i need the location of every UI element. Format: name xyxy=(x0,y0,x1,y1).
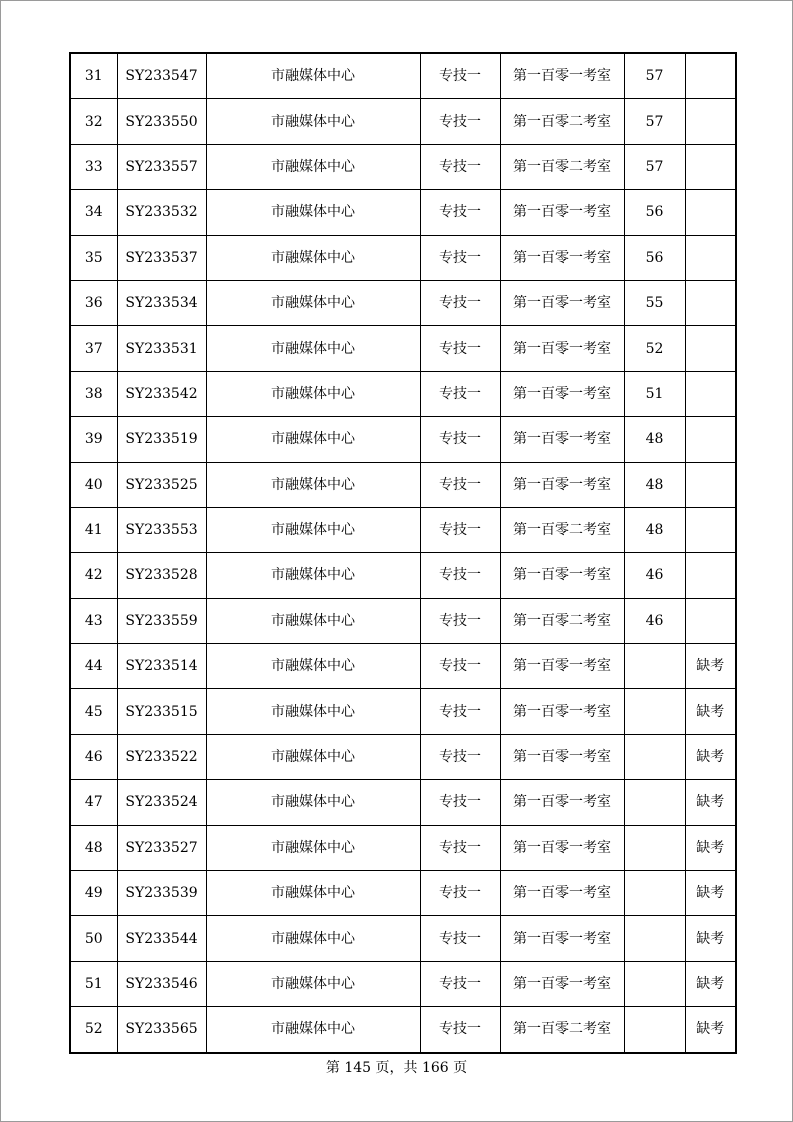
employer-unit-cell: 市融媒体中心 xyxy=(206,916,420,961)
score-cell: 46 xyxy=(624,553,685,598)
remark-cell xyxy=(685,553,736,598)
remark-cell xyxy=(685,144,736,189)
table-row xyxy=(70,553,736,598)
exam-room-cell: 第一百零一考室 xyxy=(500,780,624,825)
employer-unit-cell: 市融媒体中心 xyxy=(206,371,420,416)
candidate-id-cell: SY233542 xyxy=(117,371,206,416)
table-row xyxy=(70,825,736,870)
table-body xyxy=(70,53,736,1053)
remark-cell xyxy=(685,53,736,99)
position-code-cell: 专技一 xyxy=(420,961,500,1006)
row-number-cell: 36 xyxy=(70,280,117,325)
row-number-cell: 35 xyxy=(70,235,117,280)
employer-unit-cell: 市融媒体中心 xyxy=(206,53,420,99)
table-row xyxy=(70,53,736,99)
remark-cell xyxy=(685,99,736,144)
employer-unit-cell: 市融媒体中心 xyxy=(206,507,420,552)
employer-unit-cell: 市融媒体中心 xyxy=(206,871,420,916)
position-code-cell: 专技一 xyxy=(420,99,500,144)
score-cell xyxy=(624,916,685,961)
table-row xyxy=(70,144,736,189)
exam-room-cell: 第一百零一考室 xyxy=(500,462,624,507)
candidate-id-cell: SY233537 xyxy=(117,235,206,280)
position-code-cell: 专技一 xyxy=(420,1007,500,1053)
position-code-cell: 专技一 xyxy=(420,780,500,825)
exam-room-cell: 第一百零一考室 xyxy=(500,961,624,1006)
exam-room-cell: 第一百零二考室 xyxy=(500,1007,624,1053)
score-cell xyxy=(624,961,685,1006)
position-code-cell: 专技一 xyxy=(420,235,500,280)
position-code-cell: 专技一 xyxy=(420,326,500,371)
position-code-cell: 专技一 xyxy=(420,689,500,734)
candidate-id-cell: SY233544 xyxy=(117,916,206,961)
remark-cell: 缺考 xyxy=(685,644,736,689)
row-number-cell: 41 xyxy=(70,507,117,552)
candidate-id-cell: SY233522 xyxy=(117,734,206,779)
exam-room-cell: 第一百零二考室 xyxy=(500,598,624,643)
score-cell: 57 xyxy=(624,53,685,99)
score-cell xyxy=(624,1007,685,1053)
remark-cell: 缺考 xyxy=(685,689,736,734)
employer-unit-cell: 市融媒体中心 xyxy=(206,144,420,189)
employer-unit-cell: 市融媒体中心 xyxy=(206,961,420,1006)
candidate-id-cell: SY233532 xyxy=(117,190,206,235)
score-cell xyxy=(624,734,685,779)
candidate-id-cell: SY233531 xyxy=(117,326,206,371)
row-number-cell: 31 xyxy=(70,53,117,99)
table-row xyxy=(70,871,736,916)
row-number-cell: 32 xyxy=(70,99,117,144)
employer-unit-cell: 市融媒体中心 xyxy=(206,99,420,144)
remark-cell: 缺考 xyxy=(685,1007,736,1053)
position-code-cell: 专技一 xyxy=(420,280,500,325)
table-row xyxy=(70,507,736,552)
score-cell: 48 xyxy=(624,462,685,507)
employer-unit-cell: 市融媒体中心 xyxy=(206,689,420,734)
score-cell: 57 xyxy=(624,99,685,144)
candidate-id-cell: SY233546 xyxy=(117,961,206,1006)
row-number-cell: 46 xyxy=(70,734,117,779)
table-row xyxy=(70,99,736,144)
employer-unit-cell: 市融媒体中心 xyxy=(206,417,420,462)
exam-room-cell: 第一百零一考室 xyxy=(500,417,624,462)
candidate-id-cell: SY233515 xyxy=(117,689,206,734)
employer-unit-cell: 市融媒体中心 xyxy=(206,190,420,235)
candidate-id-cell: SY233524 xyxy=(117,780,206,825)
row-number-cell: 39 xyxy=(70,417,117,462)
exam-room-cell: 第一百零一考室 xyxy=(500,644,624,689)
exam-room-cell: 第一百零二考室 xyxy=(500,144,624,189)
position-code-cell: 专技一 xyxy=(420,417,500,462)
employer-unit-cell: 市融媒体中心 xyxy=(206,326,420,371)
exam-room-cell: 第一百零一考室 xyxy=(500,553,624,598)
row-number-cell: 40 xyxy=(70,462,117,507)
position-code-cell: 专技一 xyxy=(420,598,500,643)
exam-room-cell: 第一百零一考室 xyxy=(500,371,624,416)
candidate-id-cell: SY233547 xyxy=(117,53,206,99)
remark-cell xyxy=(685,326,736,371)
exam-room-cell: 第一百零一考室 xyxy=(500,326,624,371)
position-code-cell: 专技一 xyxy=(420,371,500,416)
row-number-cell: 49 xyxy=(70,871,117,916)
candidate-id-cell: SY233525 xyxy=(117,462,206,507)
position-code-cell: 专技一 xyxy=(420,871,500,916)
score-cell: 48 xyxy=(624,507,685,552)
table-row xyxy=(70,190,736,235)
remark-cell xyxy=(685,280,736,325)
employer-unit-cell: 市融媒体中心 xyxy=(206,734,420,779)
score-cell: 55 xyxy=(624,280,685,325)
exam-room-cell: 第一百零二考室 xyxy=(500,507,624,552)
employer-unit-cell: 市融媒体中心 xyxy=(206,235,420,280)
position-code-cell: 专技一 xyxy=(420,462,500,507)
candidate-id-cell: SY233550 xyxy=(117,99,206,144)
table-row xyxy=(70,371,736,416)
exam-room-cell: 第一百零一考室 xyxy=(500,734,624,779)
candidate-id-cell: SY233557 xyxy=(117,144,206,189)
position-code-cell: 专技一 xyxy=(420,144,500,189)
candidate-id-cell: SY233519 xyxy=(117,417,206,462)
candidate-id-cell: SY233539 xyxy=(117,871,206,916)
remark-cell xyxy=(685,598,736,643)
score-cell: 56 xyxy=(624,190,685,235)
candidate-id-cell: SY233565 xyxy=(117,1007,206,1053)
score-cell: 57 xyxy=(624,144,685,189)
remark-cell: 缺考 xyxy=(685,780,736,825)
remark-cell xyxy=(685,507,736,552)
row-number-cell: 52 xyxy=(70,1007,117,1053)
table-row xyxy=(70,417,736,462)
candidate-id-cell: SY233527 xyxy=(117,825,206,870)
remark-cell xyxy=(685,235,736,280)
remark-cell: 缺考 xyxy=(685,916,736,961)
table-row xyxy=(70,235,736,280)
position-code-cell: 专技一 xyxy=(420,507,500,552)
table-row xyxy=(70,916,736,961)
employer-unit-cell: 市融媒体中心 xyxy=(206,280,420,325)
row-number-cell: 50 xyxy=(70,916,117,961)
exam-room-cell: 第一百零一考室 xyxy=(500,689,624,734)
position-code-cell: 专技一 xyxy=(420,825,500,870)
candidate-id-cell: SY233553 xyxy=(117,507,206,552)
table-row xyxy=(70,780,736,825)
row-number-cell: 48 xyxy=(70,825,117,870)
employer-unit-cell: 市融媒体中心 xyxy=(206,825,420,870)
remark-cell: 缺考 xyxy=(685,734,736,779)
table-row xyxy=(70,644,736,689)
remark-cell xyxy=(685,371,736,416)
table-row xyxy=(70,1007,736,1053)
position-code-cell: 专技一 xyxy=(420,916,500,961)
remark-cell: 缺考 xyxy=(685,871,736,916)
score-cell xyxy=(624,644,685,689)
exam-room-cell: 第一百零一考室 xyxy=(500,53,624,99)
remark-cell: 缺考 xyxy=(685,825,736,870)
row-number-cell: 44 xyxy=(70,644,117,689)
results-table xyxy=(69,52,737,1054)
row-number-cell: 37 xyxy=(70,326,117,371)
candidate-id-cell: SY233514 xyxy=(117,644,206,689)
score-cell xyxy=(624,689,685,734)
table-row xyxy=(70,280,736,325)
remark-cell xyxy=(685,417,736,462)
score-cell xyxy=(624,825,685,870)
row-number-cell: 51 xyxy=(70,961,117,1006)
table-row xyxy=(70,462,736,507)
remark-cell xyxy=(685,462,736,507)
employer-unit-cell: 市融媒体中心 xyxy=(206,462,420,507)
employer-unit-cell: 市融媒体中心 xyxy=(206,780,420,825)
score-cell xyxy=(624,780,685,825)
page-footer: 第 145 页，共 166 页 xyxy=(325,1060,468,1076)
score-cell: 48 xyxy=(624,417,685,462)
row-number-cell: 38 xyxy=(70,371,117,416)
exam-room-cell: 第一百零一考室 xyxy=(500,916,624,961)
table-row xyxy=(70,734,736,779)
row-number-cell: 43 xyxy=(70,598,117,643)
employer-unit-cell: 市融媒体中心 xyxy=(206,644,420,689)
exam-room-cell: 第一百零二考室 xyxy=(500,99,624,144)
table-row xyxy=(70,689,736,734)
candidate-id-cell: SY233528 xyxy=(117,553,206,598)
position-code-cell: 专技一 xyxy=(420,190,500,235)
score-cell: 56 xyxy=(624,235,685,280)
score-cell xyxy=(624,871,685,916)
exam-room-cell: 第一百零一考室 xyxy=(500,280,624,325)
table-row xyxy=(70,326,736,371)
row-number-cell: 33 xyxy=(70,144,117,189)
row-number-cell: 45 xyxy=(70,689,117,734)
exam-room-cell: 第一百零一考室 xyxy=(500,825,624,870)
exam-room-cell: 第一百零一考室 xyxy=(500,190,624,235)
score-cell: 52 xyxy=(624,326,685,371)
position-code-cell: 专技一 xyxy=(420,734,500,779)
exam-room-cell: 第一百零一考室 xyxy=(500,235,624,280)
remark-cell: 缺考 xyxy=(685,961,736,1006)
candidate-id-cell: SY233534 xyxy=(117,280,206,325)
row-number-cell: 47 xyxy=(70,780,117,825)
exam-room-cell: 第一百零一考室 xyxy=(500,871,624,916)
employer-unit-cell: 市融媒体中心 xyxy=(206,1007,420,1053)
employer-unit-cell: 市融媒体中心 xyxy=(206,598,420,643)
table-row xyxy=(70,598,736,643)
remark-cell xyxy=(685,190,736,235)
position-code-cell: 专技一 xyxy=(420,53,500,99)
candidate-id-cell: SY233559 xyxy=(117,598,206,643)
score-cell: 51 xyxy=(624,371,685,416)
table-row xyxy=(70,961,736,1006)
position-code-cell: 专技一 xyxy=(420,553,500,598)
row-number-cell: 34 xyxy=(70,190,117,235)
row-number-cell: 42 xyxy=(70,553,117,598)
score-cell: 46 xyxy=(624,598,685,643)
position-code-cell: 专技一 xyxy=(420,644,500,689)
employer-unit-cell: 市融媒体中心 xyxy=(206,553,420,598)
